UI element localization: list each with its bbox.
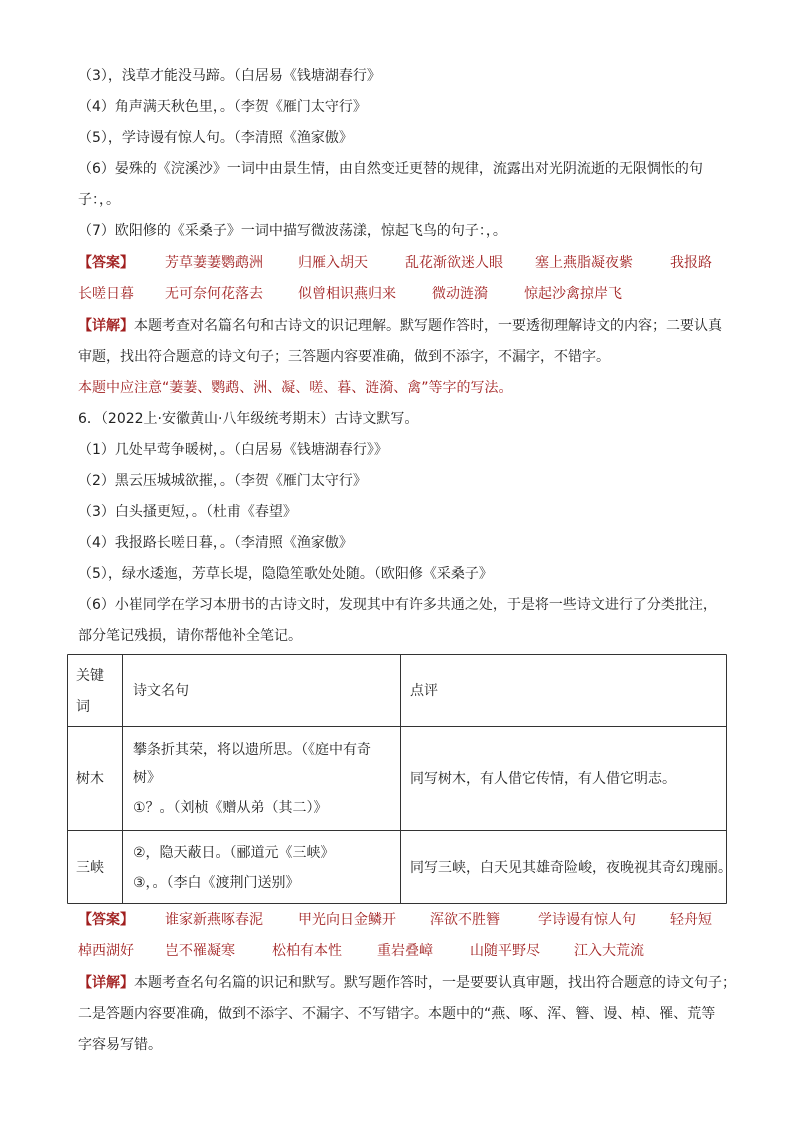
answer-item: 松柏有本性: [272, 943, 342, 959]
table-cell-quote: ②，隐天蔽日。（郦道元《三峡》: [133, 845, 335, 861]
question-heading: 6．（2022上·安徽黄山·八年级统考期末）古诗文默写。: [78, 411, 419, 427]
question-line: （6）晏殊的《浣溪沙》一词中由景生情，由自然变迁更替的规律，流露出对光阴流逝的无限惆怅的句: [78, 161, 703, 177]
answer-item: 轻舟短: [670, 912, 712, 928]
detail-text: 本题考查对名篇名句和古诗文的识记理解。默写题作答时，一要透彻理解诗文的内容；二要认真: [134, 318, 722, 334]
question-line: 子：，。: [78, 192, 120, 208]
table-cell-comment: 同写三峡，白天见其雄奇险峻，夜晚视其奇幻瑰丽。: [410, 860, 732, 876]
answer-item: 惊起沙禽掠岸飞: [524, 286, 622, 302]
table-header-keyword: 词: [76, 699, 90, 715]
answer-item: 江入大荒流: [574, 943, 644, 959]
question-line: （5），绿水逶迤，芳草长堤，隐隐笙歌处处随。（欧阳修《采桑子》: [78, 566, 493, 582]
question-line: （5），学诗谩有惊人句。（李清照《渔家傲》: [78, 130, 353, 146]
detail-text: 本题考查名句名篇的识记和默写。默写题作答时，一是要要认真审题，找出符合题意的诗文句子；: [134, 975, 736, 991]
table-cell-keyword: 树木: [76, 771, 104, 787]
answer-item: 长嗟日暮: [78, 286, 134, 302]
answer-item: 微动涟漪: [432, 286, 488, 302]
answer-item: 浑欲不胜簪: [430, 912, 500, 928]
answer-tag: 【答案】: [78, 255, 134, 271]
question-line: （4）角声满天秋色里，。（李贺《雁门太守行》: [78, 99, 367, 115]
question-line: （2）黑云压城城欲摧，。（李贺《雁门太守行》: [78, 473, 367, 489]
note-line: 本题中应注意“萋萋、鹦鹉、洲、凝、嗟、暮、涟漪、禽”等字的写法。: [78, 380, 513, 396]
question-line: （3），浅草才能没马蹄。（白居易《钱塘湖春行》: [78, 68, 381, 84]
question-line: 部分笔记残损，请你帮他补全笔记。: [78, 628, 302, 644]
table-header-quote: 诗文名句: [133, 683, 189, 699]
question-line: （1）几处早莺争暖树，。（白居易《钱塘湖春行》》: [78, 442, 388, 458]
detail-line: [78, 973, 736, 993]
detail-line: 字容易写错。: [78, 1037, 162, 1053]
table-cell-quote: ③，。（李白《渡荆门送别》: [133, 875, 300, 891]
detail-tag: 【详解】: [78, 975, 134, 991]
answer-item: 乱花渐欲迷人眼: [405, 255, 503, 271]
table-cell-quote: ①？。（刘桢《赠从弟（其二）》: [133, 800, 328, 816]
question-line: （7）欧阳修的《采桑子》一词中描写微波荡漾，惊起飞鸟的句子：，。: [78, 223, 507, 239]
answer-item: 重岩叠嶂: [377, 943, 433, 959]
table-cell-comment: 同写树木，有人借它传情，有人借它明志。: [410, 771, 676, 787]
answer-item: 我报路: [670, 255, 712, 271]
answer-item: 谁家新燕啄春泥: [165, 912, 263, 928]
answer-item: 似曾相识燕归来: [298, 286, 396, 302]
table-header-keyword: 关键: [76, 668, 104, 684]
answer-item: 岂不罹凝寒: [165, 943, 235, 959]
answer-item: 无可奈何花落去: [165, 286, 263, 302]
answer-item: 甲光向日金鳞开: [298, 912, 396, 928]
answer-item: 棹西湖好: [78, 943, 134, 959]
question-line: （4）我报路长嗟日暮，。（李清照《渔家傲》: [78, 535, 353, 551]
answer-tag: 【答案】: [78, 912, 134, 928]
answer-item: 归雁入胡天: [298, 255, 368, 271]
detail-line: 审题，找出符合题意的诗文句子；三答题内容要准确，做到不添字，不漏字，不错字。: [78, 349, 610, 365]
table-cell-keyword: 三峡: [76, 860, 104, 876]
question-line: （6）小崔同学在学习本册书的古诗文时，发现其中有许多共通之处，于是将一些诗文进行了分类批注，: [78, 597, 717, 613]
answer-item: 山随平野尽: [470, 943, 540, 959]
table-cell-quote: 攀条折其荣，将以遗所思。（《庭中有奇: [133, 742, 371, 758]
detail-tag: 【详解】: [78, 318, 134, 334]
answer-item: 塞上燕脂凝夜紫: [535, 255, 633, 271]
answer-item: 学诗谩有惊人句: [538, 912, 636, 928]
detail-line: 二是答题内容要准确，做到不添字、不漏字、不写错字。本题中的“燕、啄、浑、簪、谩、棹、罹、荒等: [78, 1006, 716, 1022]
table-header-comment: 点评: [410, 683, 438, 699]
question-line: （3）白头搔更短，。（杜甫《春望》: [78, 504, 297, 520]
table-cell-quote: 树》: [133, 770, 161, 786]
answer-item: 芳草萋萋鹦鹉洲: [165, 255, 263, 271]
